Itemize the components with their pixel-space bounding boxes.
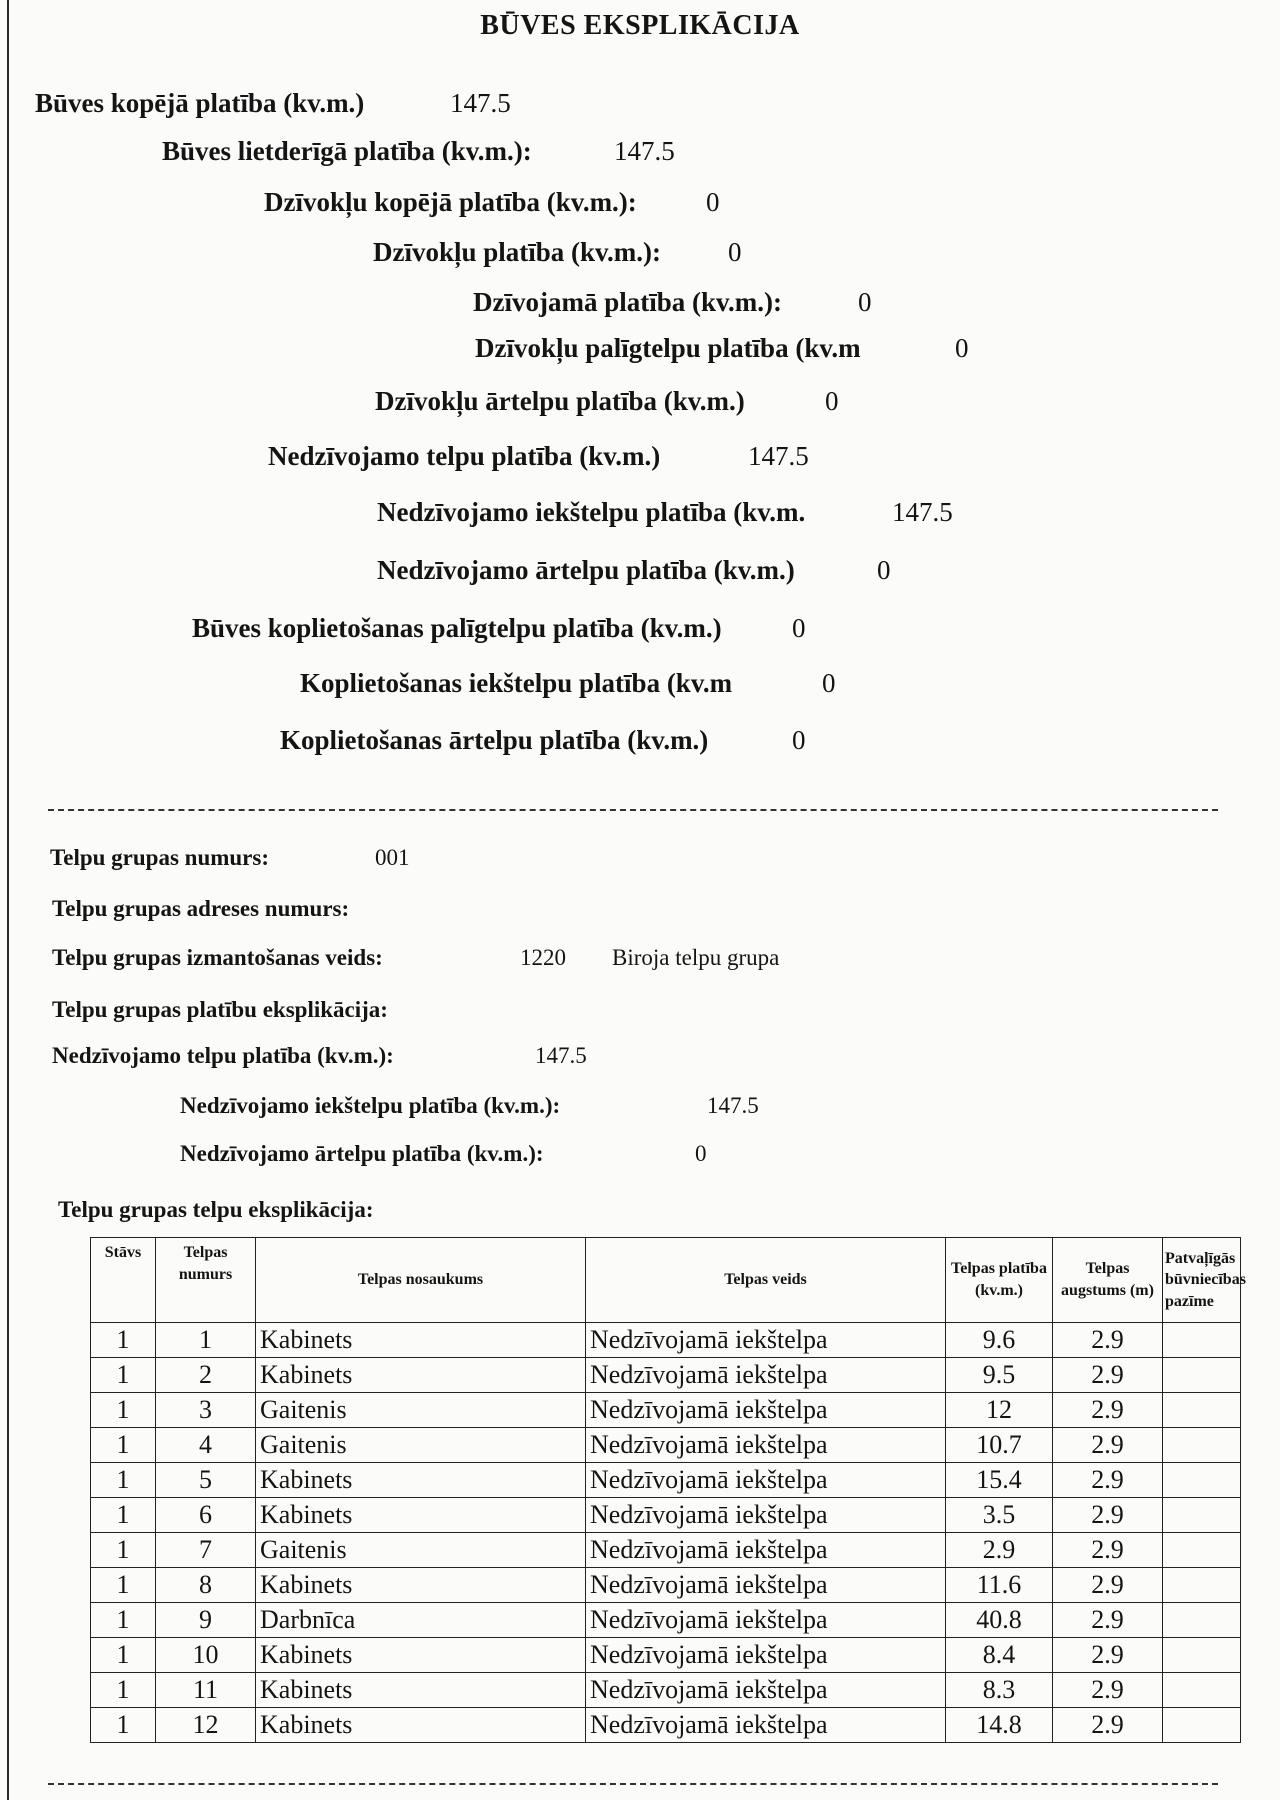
area-value: 0 — [822, 668, 836, 698]
cell-extra — [1163, 1498, 1241, 1533]
page-edge-line — [7, 0, 9, 1800]
area-label: Būves lietderīgā platība (kv.m.): — [162, 136, 532, 166]
cell-type: Nedzīvojamā iekštelpa — [586, 1323, 946, 1358]
table-row — [91, 1673, 1241, 1708]
group-rooms-expl-label: Telpu grupas telpu eksplikācija: — [58, 1197, 374, 1222]
area-label: Nedzīvojamo ārtelpu platība (kv.m.) — [377, 555, 795, 585]
table-row — [91, 1358, 1241, 1393]
area-line-nonresidential — [268, 441, 809, 472]
area-label: Dzīvokļu ārtelpu platība (kv.m.) — [375, 386, 745, 416]
table-header-row — [91, 1238, 1241, 1323]
cell-type: Nedzīvojamā iekštelpa — [586, 1638, 946, 1673]
area-value: 0 — [825, 386, 839, 416]
table-row — [91, 1533, 1241, 1568]
cell-type: Nedzīvojamā iekštelpa — [586, 1498, 946, 1533]
cell-name: Kabinets — [256, 1463, 586, 1498]
col-header-area: Telpas platība (kv.m.) — [946, 1238, 1053, 1323]
table-row — [91, 1323, 1241, 1358]
cell-height: 2.9 — [1053, 1428, 1163, 1463]
group-area-expl-line — [52, 997, 388, 1023]
cell-type: Nedzīvojamā iekštelpa — [586, 1568, 946, 1603]
cell-height: 2.9 — [1053, 1568, 1163, 1603]
group-usage-code: 1220 — [520, 945, 566, 970]
col-header-extra: Patvaļīgās būvniecības pazīme — [1163, 1238, 1241, 1323]
cell-name: Kabinets — [256, 1568, 586, 1603]
area-line-useful — [162, 136, 675, 167]
group-area-label: Nedzīvojamo telpu platība (kv.m.): — [52, 1043, 394, 1068]
cell-height: 2.9 — [1053, 1638, 1163, 1673]
cell-number: 4 — [156, 1428, 256, 1463]
cell-extra — [1163, 1428, 1241, 1463]
area-label: Dzīvojamā platība (kv.m.): — [473, 287, 782, 317]
area-line-apartment-aux — [475, 333, 969, 364]
cell-area: 10.7 — [946, 1428, 1053, 1463]
area-value: 147.5 — [748, 441, 809, 471]
cell-floor: 1 — [91, 1358, 156, 1393]
area-line-nonresidential-outdoor — [377, 555, 891, 586]
group-area-label: Nedzīvojamo ārtelpu platība (kv.m.): — [180, 1141, 544, 1166]
cell-height: 2.9 — [1053, 1708, 1163, 1743]
cell-type: Nedzīvojamā iekštelpa — [586, 1463, 946, 1498]
group-rooms-expl-line — [58, 1197, 373, 1223]
cell-floor: 1 — [91, 1568, 156, 1603]
area-value: 0 — [877, 555, 891, 585]
cell-type: Nedzīvojamā iekštelpa — [586, 1708, 946, 1743]
rooms-table — [90, 1237, 1246, 1743]
cell-name: Kabinets — [256, 1673, 586, 1708]
cell-extra — [1163, 1393, 1241, 1428]
cell-height: 2.9 — [1053, 1358, 1163, 1393]
table-row — [91, 1428, 1241, 1463]
cell-number: 7 — [156, 1533, 256, 1568]
col-header-type: Telpas veids — [586, 1238, 946, 1323]
table-row — [91, 1638, 1241, 1673]
group-area-indoor-line — [180, 1093, 759, 1119]
cell-area: 8.3 — [946, 1673, 1053, 1708]
group-address-label: Telpu grupas adreses numurs: — [52, 896, 350, 921]
cell-number: 6 — [156, 1498, 256, 1533]
group-area-outdoor-line — [180, 1141, 707, 1167]
group-area-value: 147.5 — [707, 1093, 759, 1118]
cell-name: Gaitenis — [256, 1428, 586, 1463]
cell-extra — [1163, 1673, 1241, 1708]
document-title: BŪVES EKSPLIKĀCIJA — [480, 10, 800, 41]
area-label: Nedzīvojamo iekštelpu platība (kv.m. — [377, 497, 806, 527]
cell-type: Nedzīvojamā iekštelpa — [586, 1603, 946, 1638]
group-area-value: 147.5 — [535, 1043, 587, 1068]
area-label: Koplietošanas ārtelpu platība (kv.m.) — [280, 725, 709, 755]
cell-name: Darbnīca — [256, 1603, 586, 1638]
area-label: Koplietošanas iekštelpu platība (kv.m — [300, 668, 733, 698]
cell-type: Nedzīvojamā iekštelpa — [586, 1533, 946, 1568]
cell-height: 2.9 — [1053, 1323, 1163, 1358]
col-header-height: Telpas augstums (m) — [1053, 1238, 1163, 1323]
cell-number: 12 — [156, 1708, 256, 1743]
cell-extra — [1163, 1358, 1241, 1393]
table-row — [91, 1708, 1241, 1743]
cell-floor: 1 — [91, 1603, 156, 1638]
area-label: Dzīvokļu platība (kv.m.): — [373, 237, 662, 267]
cell-area: 12 — [946, 1393, 1053, 1428]
cell-extra — [1163, 1533, 1241, 1568]
cell-name: Kabinets — [256, 1358, 586, 1393]
cell-name: Kabinets — [256, 1708, 586, 1743]
group-usage-line — [52, 945, 780, 971]
cell-area: 14.8 — [946, 1708, 1053, 1743]
table-row — [91, 1498, 1241, 1533]
area-value: 0 — [728, 237, 742, 267]
cell-type: Nedzīvojamā iekštelpa — [586, 1428, 946, 1463]
area-value: 0 — [706, 187, 720, 217]
group-number-label: Telpu grupas numurs: — [50, 845, 270, 870]
cell-extra — [1163, 1568, 1241, 1603]
group-number-line — [50, 845, 410, 871]
group-area-label: Nedzīvojamo iekštelpu platība (kv.m.): — [180, 1093, 561, 1118]
cell-extra — [1163, 1708, 1241, 1743]
area-line-shared-aux — [192, 613, 806, 644]
area-label: Nedzīvojamo telpu platība (kv.m.) — [268, 441, 661, 471]
cell-area: 8.4 — [946, 1638, 1053, 1673]
cell-floor: 1 — [91, 1498, 156, 1533]
table-row — [91, 1393, 1241, 1428]
cell-area: 9.5 — [946, 1358, 1053, 1393]
group-address-line — [52, 896, 349, 922]
cell-name: Gaitenis — [256, 1533, 586, 1568]
cell-name: Kabinets — [256, 1638, 586, 1673]
cell-area: 15.4 — [946, 1463, 1053, 1498]
cell-type: Nedzīvojamā iekštelpa — [586, 1358, 946, 1393]
cell-height: 2.9 — [1053, 1533, 1163, 1568]
col-header-floor: Stāvs — [91, 1238, 156, 1323]
cell-height: 2.9 — [1053, 1393, 1163, 1428]
cell-number: 1 — [156, 1323, 256, 1358]
cell-name: Gaitenis — [256, 1393, 586, 1428]
cell-extra — [1163, 1463, 1241, 1498]
area-line-nonresidential-indoor — [377, 497, 953, 528]
area-value: 147.5 — [450, 88, 511, 118]
cell-floor: 1 — [91, 1463, 156, 1498]
cell-floor: 1 — [91, 1428, 156, 1463]
cell-area: 40.8 — [946, 1603, 1053, 1638]
cell-name: Kabinets — [256, 1323, 586, 1358]
cell-number: 8 — [156, 1568, 256, 1603]
cell-floor: 1 — [91, 1638, 156, 1673]
area-value: 0 — [858, 287, 872, 317]
group-area-nonres-line — [52, 1043, 587, 1069]
area-value: 0 — [792, 613, 806, 643]
cell-number: 2 — [156, 1358, 256, 1393]
cell-area: 9.6 — [946, 1323, 1053, 1358]
area-value: 147.5 — [892, 497, 953, 527]
table-row — [91, 1463, 1241, 1498]
cell-extra — [1163, 1323, 1241, 1358]
cell-number: 10 — [156, 1638, 256, 1673]
area-line-living — [473, 287, 872, 318]
area-line-shared-indoor — [300, 668, 836, 699]
group-area-expl-label: Telpu grupas platību eksplikācija: — [52, 997, 388, 1022]
col-header-number: Telpas numurs — [156, 1238, 256, 1323]
cell-number: 9 — [156, 1603, 256, 1638]
cell-floor: 1 — [91, 1323, 156, 1358]
area-value: 0 — [792, 725, 806, 755]
cell-extra — [1163, 1638, 1241, 1673]
area-line-total — [35, 88, 511, 119]
area-line-apartment-outdoor — [375, 386, 839, 417]
area-label: Dzīvokļu kopējā platība (kv.m.): — [264, 187, 637, 217]
cell-floor: 1 — [91, 1673, 156, 1708]
area-label: Būves kopējā platība (kv.m.) — [35, 88, 365, 118]
cell-extra — [1163, 1603, 1241, 1638]
cell-number: 3 — [156, 1393, 256, 1428]
cell-height: 2.9 — [1053, 1603, 1163, 1638]
group-usage-label: Telpu grupas izmantošanas veids: — [52, 945, 383, 970]
cell-type: Nedzīvojamā iekštelpa — [586, 1673, 946, 1708]
table-row — [91, 1568, 1241, 1603]
cell-name: Kabinets — [256, 1498, 586, 1533]
cell-floor: 1 — [91, 1393, 156, 1428]
cell-number: 11 — [156, 1673, 256, 1708]
cell-height: 2.9 — [1053, 1463, 1163, 1498]
area-label: Dzīvokļu palīgtelpu platība (kv.m — [475, 333, 861, 363]
group-number-value: 001 — [375, 845, 410, 870]
area-value: 147.5 — [614, 136, 675, 166]
cell-floor: 1 — [91, 1708, 156, 1743]
group-usage-name: Biroja telpu grupa — [612, 945, 780, 970]
cell-area: 3.5 — [946, 1498, 1053, 1533]
cell-type: Nedzīvojamā iekštelpa — [586, 1393, 946, 1428]
dashed-separator-bottom — [48, 1783, 1218, 1785]
cell-area: 11.6 — [946, 1568, 1053, 1603]
area-label: Būves koplietošanas palīgtelpu platība (kv.m.) — [192, 613, 722, 643]
area-line-shared-outdoor — [280, 725, 806, 756]
cell-area: 2.9 — [946, 1533, 1053, 1568]
cell-floor: 1 — [91, 1533, 156, 1568]
table-row — [91, 1603, 1241, 1638]
area-value: 0 — [955, 333, 969, 363]
cell-height: 2.9 — [1053, 1673, 1163, 1708]
area-line-apartments-total — [264, 187, 720, 218]
col-header-name: Telpas nosaukums — [256, 1238, 586, 1323]
group-area-value: 0 — [695, 1141, 707, 1166]
dashed-separator — [48, 809, 1218, 811]
area-line-apartments — [373, 237, 742, 268]
cell-number: 5 — [156, 1463, 256, 1498]
cell-height: 2.9 — [1053, 1498, 1163, 1533]
